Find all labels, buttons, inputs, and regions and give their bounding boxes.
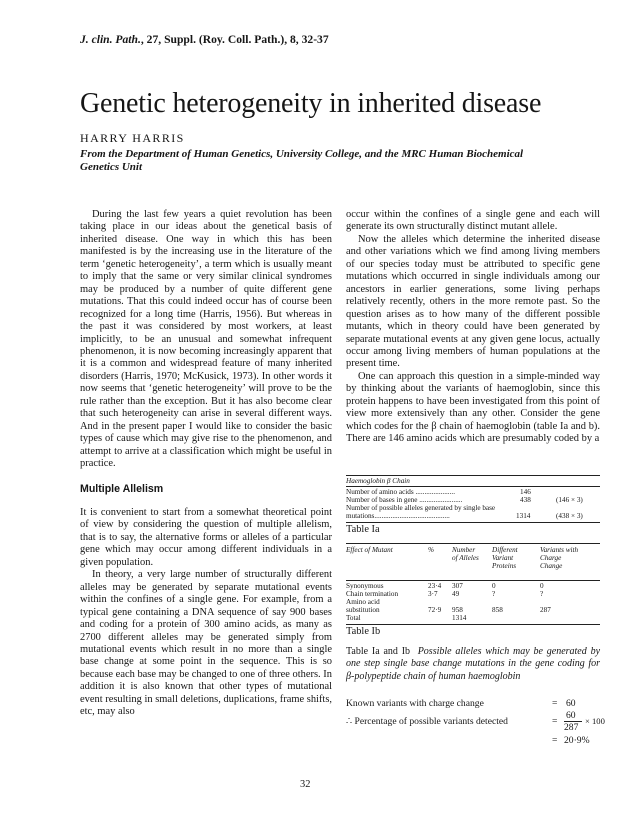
table-cell: substitution bbox=[346, 606, 380, 614]
table-cell: 0 bbox=[492, 582, 496, 590]
fraction-denominator: 287 bbox=[564, 722, 579, 733]
table-cell: 287 bbox=[540, 606, 551, 614]
table-row-label: Number of possible alleles generated by single base bbox=[346, 504, 496, 512]
journal-citation bbox=[80, 33, 580, 46]
citation-details: , 27, Suppl. (Roy. Coll. Path.), 8, 32-37 bbox=[140, 33, 329, 46]
right-column bbox=[346, 209, 600, 446]
table-cell: ? bbox=[540, 590, 544, 598]
section-heading: Multiple Allelism bbox=[80, 482, 164, 495]
calc-equals: = bbox=[552, 698, 558, 709]
table-rule bbox=[346, 522, 600, 523]
table-row-label: Number of amino acids ...................... bbox=[346, 488, 455, 496]
table-row-label: mutations.......................................... bbox=[346, 512, 450, 520]
table-row-value: 438 bbox=[520, 496, 531, 504]
calc-value: 60 bbox=[566, 698, 576, 709]
table-row-value: 146 bbox=[520, 488, 531, 496]
table-cell: Synonymous bbox=[346, 582, 384, 590]
column-header: % bbox=[428, 546, 434, 554]
table-rule bbox=[346, 475, 600, 476]
paragraph: Now the alleles which determine the inherited disease and other variations which we find among living members of our species today must be attributed to specific gene mutations which occurred in single individuals among our ancestors in earlier generations, some living perhaps relatively recently, others in the more remote past. So the question arises as to how many of the different possible mutants, which in theory could have been generated by separate mutational events at any given gene locus, actually occur among living members of human populations at the present time. bbox=[346, 233, 600, 370]
calc-label: Known variants with charge change bbox=[346, 698, 484, 709]
paragraph: occur within the confines of a single gene and each will generate its own structurally distinct mutant allele. bbox=[346, 209, 600, 233]
author-affiliation: From the Department of Human Genetics, University College, and the MRC Human Biochemical Genetics Unit bbox=[80, 148, 524, 173]
table-label: Table Ib bbox=[346, 626, 381, 637]
table-cell: 23·4 bbox=[428, 582, 442, 590]
table-cell: 49 bbox=[452, 590, 460, 598]
caption-lead: Table Ia and Ib bbox=[346, 646, 411, 657]
table-cell: Chain termination bbox=[346, 590, 399, 598]
table-row-value: 1314 bbox=[516, 512, 531, 520]
table-cell: Total bbox=[346, 614, 361, 622]
fraction-numerator: 60 bbox=[566, 710, 576, 721]
table-cell: 0 bbox=[540, 582, 544, 590]
table-row-note: (438 × 3) bbox=[556, 512, 583, 520]
table-heading: Haemoglobin β Chain bbox=[346, 477, 410, 485]
calc-label: ∴ Percentage of possible variants detected bbox=[346, 716, 508, 727]
column-header: Effect of Mutant bbox=[346, 546, 393, 554]
table-rule bbox=[346, 543, 600, 544]
table-cell: 958 bbox=[452, 606, 463, 614]
journal-name: J. clin. Path. bbox=[80, 33, 141, 46]
table-row-note: (146 × 3) bbox=[556, 496, 583, 504]
table-cell: 72·9 bbox=[428, 606, 442, 614]
caption-text: -polypeptide chain of human haemoglobin bbox=[350, 670, 521, 682]
calc-equals: = bbox=[552, 735, 558, 746]
paragraph: In theory, a very large number of structurally different alleles may be generated by separate mutational events within the confines of a single gene. For example, from a typical gene containing a DNA sequence of say 900 bases and coding for a protein of 300 amino acids, as many as 2700 different alleles may be generated simply from mutational events which result in no more than a single base change at some point in the sequence. This is so because each base may be changed to one of three others. In addition it is also known that other types of mutational event resulting in small deletions, duplications, frame shifts, etc, may also bbox=[80, 569, 332, 718]
table-cell: 3·7 bbox=[428, 590, 438, 598]
calc-equals: = bbox=[552, 716, 558, 727]
table-rule bbox=[346, 624, 600, 625]
intro-paragraph: During the last few years a quiet revolution has been taking place in our ideas about the genetical basis of inherited disease. One way in which this has been manifested is by the increasing use in the literature of the term ‘genetic heterogeneity’, a term which is usually meant to imply that the same or very similar clinical syndromes may be produced by a number of quite different gene mutations. That this could indeed occur has of course been recognized for a long time (Harris, 1956). But whereas in the past it was considered by most workers, at least implicitly, to be an unusual and somewhat infrequent phenomenon, it is now becoming increasingly apparent that it is a common and widespread feature of many inherited disorders (Harris, 1970; McKusick, 1973). In other words it now seems that ‘genetic heterogeneity’ will prove to be the rule rather than the exception. But it has also become clear that such heterogeneity can arise in several different ways. And in the present paper I would like to consider the basic types of cause which may give rise to the phenomenon, and attempt to arrive at a classification which might be useful in practice. bbox=[80, 209, 332, 470]
caption-text: Possible alleles which may be generated by one step single base change mutations in the gene coding for bbox=[346, 646, 601, 670]
paper-title: Genetic heterogeneity in inherited disease bbox=[80, 88, 542, 119]
page-number: 32 bbox=[300, 779, 311, 790]
calc-multiplier: × 100 bbox=[585, 716, 605, 726]
column-header: Number of Alleles bbox=[452, 546, 479, 563]
table-cell: 858 bbox=[492, 606, 503, 614]
column-header: Variants with Charge Change bbox=[540, 546, 579, 571]
table-rule bbox=[346, 580, 600, 581]
column-header: Different Variant Proteins bbox=[492, 546, 518, 571]
table-label: Table Ia bbox=[346, 524, 380, 535]
left-column bbox=[80, 209, 332, 719]
calc-result: 20·9% bbox=[564, 735, 590, 746]
table-cell: 307 bbox=[452, 582, 463, 590]
beta-symbol: β bbox=[346, 670, 351, 682]
paragraph: It is convenient to start from a somewhat theoretical point of view by considering the question of multiple allelism, that is to say, the alternative forms or alleles of a particular gene which may occur among different individuals in a given population. bbox=[80, 506, 332, 568]
paragraph: One can approach this question in a simple-minded way by thinking about the variants of haemoglobin, since this protein happens to have been investigated from this point of view more extensively than any other. Consider the gene which codes for the β chain of haemoglobin (table Ia and b). There are 146 amino acids which are presumably coded by a bbox=[346, 370, 600, 445]
table-cell: ? bbox=[492, 590, 496, 598]
table-rule bbox=[346, 486, 600, 487]
table-row-label: Number of bases in gene ........................ bbox=[346, 496, 463, 504]
table-cell: Amino acid bbox=[346, 598, 380, 606]
author-name: HARRY HARRIS bbox=[80, 131, 185, 145]
table-cell: 1314 bbox=[452, 614, 467, 622]
table-caption bbox=[346, 646, 600, 683]
